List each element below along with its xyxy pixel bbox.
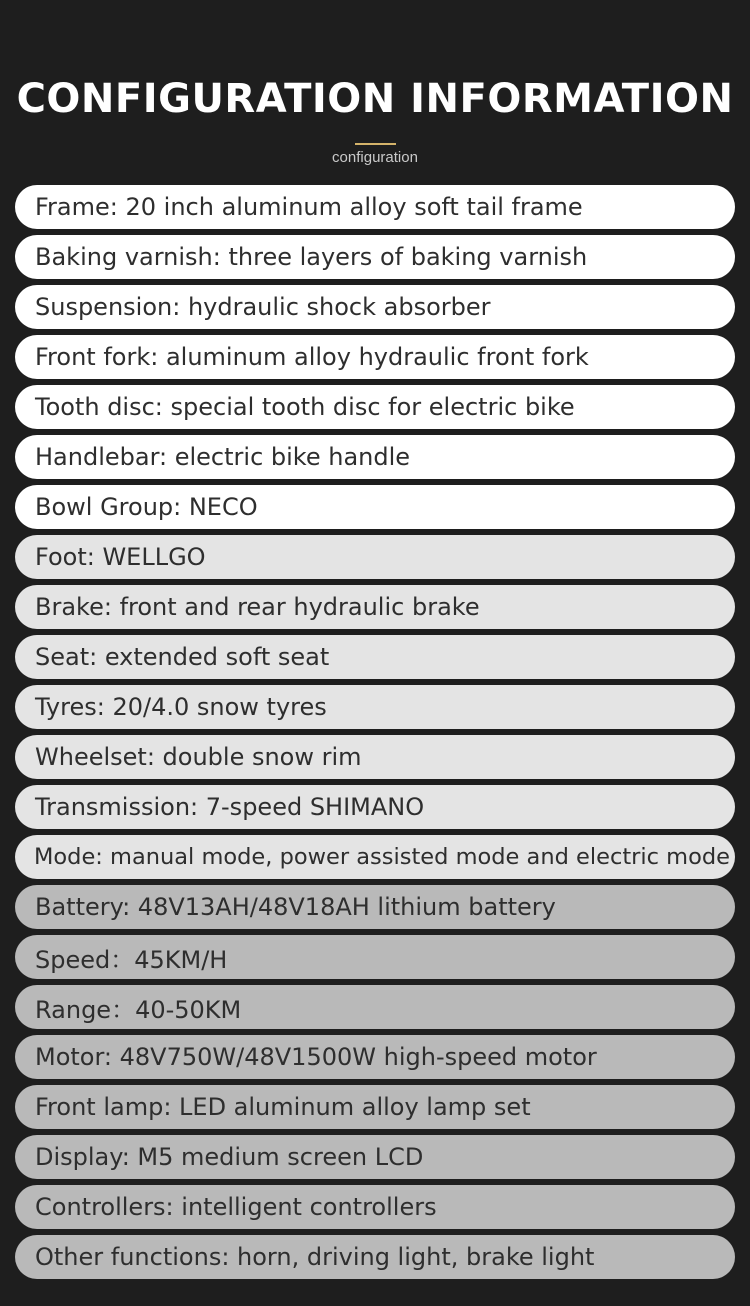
spec-row-foot: Foot: WELLGO: [15, 535, 735, 579]
spec-row-wheelset: Wheelset: double snow rim: [15, 735, 735, 779]
spec-row-bowl-group: Bowl Group: NECO: [15, 485, 735, 529]
spec-row-brake: Brake: front and rear hydraulic brake: [15, 585, 735, 629]
spec-row-speed: Speed：45KM/H: [15, 935, 735, 979]
spec-row-tooth-disc: Tooth disc: special tooth disc for electric bike: [15, 385, 735, 429]
spec-row-baking-varnish: Baking varnish: three layers of baking varnish: [15, 235, 735, 279]
spec-row-suspension: Suspension: hydraulic shock absorber: [15, 285, 735, 329]
page-title: CONFIGURATION INFORMATION: [16, 76, 734, 122]
spec-row-controllers: Controllers: intelligent controllers: [15, 1185, 735, 1229]
spec-row-seat: Seat: extended soft seat: [15, 635, 735, 679]
spec-row-motor: Motor: 48V750W/48V1500W high-speed motor: [15, 1035, 735, 1079]
spec-row-front-fork: Front fork: aluminum alloy hydraulic front fork: [15, 335, 735, 379]
spec-row-battery: Battery: 48V13AH/48V18AH lithium battery: [15, 885, 735, 929]
spec-row-transmission: Transmission: 7-speed SHIMANO: [15, 785, 735, 829]
spec-row-range: Range：40-50KM: [15, 985, 735, 1029]
spec-list: [15, 185, 735, 1285]
spec-row-other-functions: Other functions: horn, driving light, brake light: [15, 1235, 735, 1279]
spec-row-front-lamp: Front lamp: LED aluminum alloy lamp set: [15, 1085, 735, 1129]
spec-row-display: Display: M5 medium screen LCD: [15, 1135, 735, 1179]
spec-row-handlebar: Handlebar: electric bike handle: [15, 435, 735, 479]
spec-row-tyres: Tyres: 20/4.0 snow tyres: [15, 685, 735, 729]
spec-row-frame: Frame: 20 inch aluminum alloy soft tail frame: [15, 185, 735, 229]
spec-row-mode: Mode: manual mode, power assisted mode and electric mode: [15, 835, 735, 879]
title-accent-divider: [355, 143, 396, 145]
page-subtitle: configuration: [332, 149, 418, 166]
